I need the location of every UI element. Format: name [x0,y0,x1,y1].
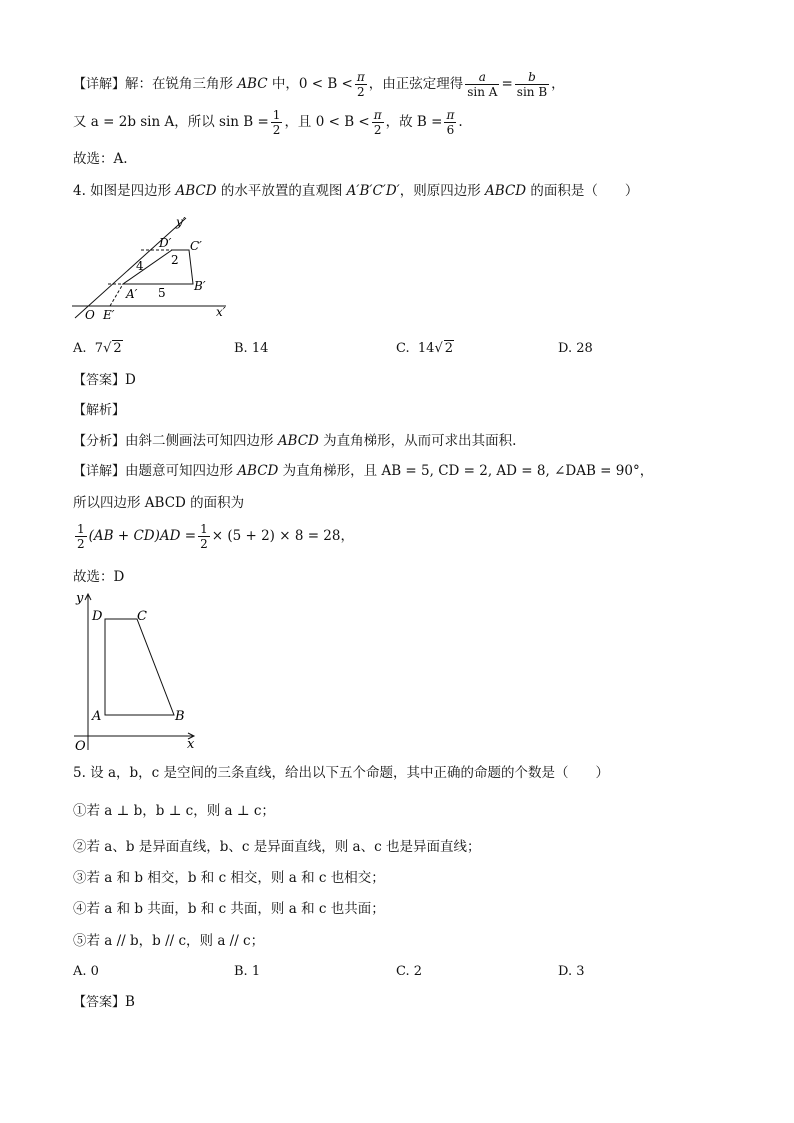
q5-item-5: ⑤若 a // b，b // c，则 a // c； [73,933,265,949]
q4-xiangjie: 【详解】由题意可知四边形 ABCD 为直角梯形，且 AB = 5, CD = 2, AD = 8, ∠DAB = 90°， [73,463,654,479]
q5-stem: 5. 设 a，b，c 是空间的三条直线，给出以下五个命题，其中正确的命题的个数是（ ） [73,765,610,781]
label-a: A [92,709,102,724]
len-ad: 4 [136,259,144,273]
label-o: O [85,308,95,322]
q4-option-c: C. 14√ 2 [396,341,454,356]
label-b: B [175,709,185,724]
q5-option-a: A. 0 [73,964,99,979]
len-ab: 5 [158,286,166,300]
trapezoid [105,619,174,715]
label-e-prime: E′ [103,308,115,322]
a-over-sinA: $\frac{a}{\text{sin A}}$ [467,70,498,99]
q4-area-line: 所以四边形 ABCD 的面积为 [73,495,245,511]
label-c-prime: C′ [190,239,202,253]
half-2: $\frac{1}{2}$ [200,522,208,551]
q4-option-d: D. 28 [558,341,593,356]
q4-formula: $\frac{1}{2}$ (AB + CD)AD = $\frac{1}{2}$ × (5 + 2) × 8 = 28， [77,522,354,551]
q5-item-1: ①若 a ⊥ b，b ⊥ c，则 a ⊥ c； [73,803,275,819]
q4-select: 故选：D [73,569,125,585]
detail-label: 【详解】 [73,77,126,92]
label-y-prime: y′ [176,215,186,229]
q5-option-c: C. 2 [396,964,423,979]
label-y: y [76,591,84,606]
q5-option-d: D. 3 [558,964,585,979]
q3-solution-line1: 【详解】解：在锐角三角形 ABC 中，0 < B < $\frac{\pi}{2}$ ，由正弦定理得 $\frac{a}{\text{sin A}}$ = $\frac{b}{\text{sin B}}$ ， [73,70,565,99]
trapezoid-figure [70,590,210,752]
label-c: C [137,609,147,624]
pi-over-6: $\frac{\pi}{6}$ [446,108,455,137]
pi-over-2: $\frac{\pi}{2}$ [356,70,365,99]
b-over-sinB: $\frac{b}{\text{sin B}}$ [516,70,548,99]
q4-fenxi: 【分析】由斜二侧画法可知四边形 ABCD 为直角梯形，从而可求出其面积. [73,433,517,449]
q4-option-b: B. 14 [234,341,269,356]
q3-solution-line2: 又 a = 2b sin A，所以 sin B = $\frac{1}{2}$ ，且 0 < B < $\frac{\pi}{2}$ ，故 B = $\frac{\pi}{6}$ . [73,108,463,137]
q4-answer: 【答案】D [73,372,136,388]
label-d-prime: D′ [159,236,172,250]
label-b-prime: B′ [194,279,206,293]
q5-item-2: ②若 a、b 是异面直线，b、c 是异面直线，则 a、c 也是异面直线； [73,839,481,855]
label-x-prime: x′ [216,305,226,319]
q5-answer: 【答案】B [73,994,135,1010]
q4-stem: 4. 如图是四边形 ABCD 的水平放置的直观图 A′B′C′D′，则原四边形 ABCD 的面积是（ ） [73,183,639,199]
q5-item-4: ④若 a 和 b 共面，b 和 c 共面，则 a 和 c 也共面； [73,901,385,917]
len-cd: 2 [171,253,179,267]
pi-over-2-b: $\frac{\pi}{2}$ [373,108,382,137]
one-half: $\frac{1}{2}$ [272,108,281,137]
label-x: x [187,737,195,752]
label-o2: O [75,739,86,752]
q4-analysis-label: 【解析】 [73,403,126,418]
quad-prime [123,250,193,284]
oblique-figure [68,212,238,324]
q4-option-a: A. 7√ 2 [73,341,122,356]
label-d: D [92,609,103,624]
q3-select: 故选：A. [73,151,128,167]
dash-ea [110,284,123,306]
q5-option-b: B. 1 [234,964,261,979]
label-a-prime: A′ [126,287,138,301]
half-1: $\frac{1}{2}$ [77,522,85,551]
q5-item-3: ③若 a 和 b 相交，b 和 c 相交，则 a 和 c 也相交； [73,870,385,886]
y-prime-axis [75,218,186,318]
